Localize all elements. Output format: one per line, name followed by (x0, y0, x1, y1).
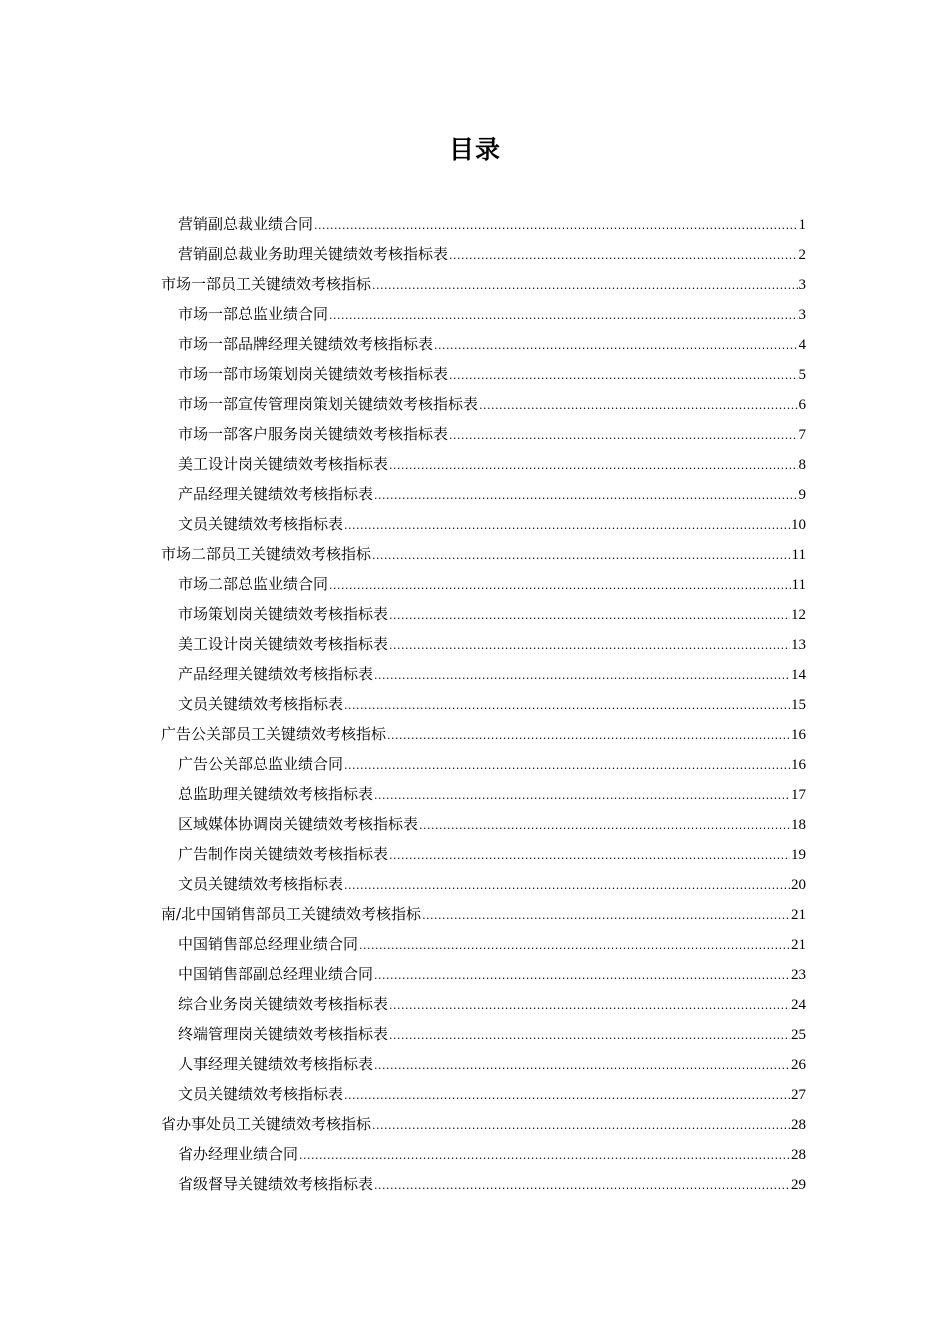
toc-entry[interactable] (161, 569, 806, 599)
toc-entry[interactable] (161, 959, 806, 989)
toc-entry[interactable] (161, 629, 806, 659)
toc-page-number: 17 (791, 787, 806, 803)
toc-page-number: 5 (798, 367, 806, 383)
toc-entry-label: 美工设计岗关键绩效考核指标表 (178, 455, 389, 473)
toc-page-number: 9 (798, 487, 806, 503)
toc-entry[interactable] (161, 749, 806, 779)
toc-entry-label: 中国销售部副总经理业绩合同 (178, 965, 374, 983)
toc-page-number: 16 (791, 727, 806, 743)
toc-entry-label: 市场二部员工关键绩效考核指标 (161, 545, 372, 563)
toc-entry-label: 产品经理关键绩效考核指标表 (178, 485, 374, 503)
toc-page-number: 10 (791, 517, 806, 533)
toc-dot-leader (344, 691, 790, 721)
toc-entry[interactable] (161, 239, 806, 269)
page-title: 目录 (448, 135, 501, 164)
toc-entry-label: 市场一部品牌经理关键绩效考核指标表 (178, 335, 434, 353)
toc-entry-label: 文员关键绩效考核指标表 (178, 875, 344, 893)
toc-section-entry[interactable] (161, 269, 806, 299)
toc-entry-label: 市场一部客户服务岗关键绩效考核指标表 (178, 425, 449, 443)
toc-page-number: 11 (791, 547, 806, 563)
toc-entry[interactable] (161, 1169, 806, 1199)
toc-dot-leader (374, 781, 790, 811)
toc-page-number: 25 (791, 1027, 806, 1043)
toc-page-number: 6 (798, 397, 806, 413)
toc-entry[interactable] (161, 509, 806, 539)
toc-entry-label: 区域媒体协调岗关键绩效考核指标表 (178, 815, 419, 833)
toc-page-number: 28 (791, 1147, 806, 1163)
toc-page-number: 8 (798, 457, 806, 473)
toc-page-number: 2 (798, 247, 806, 263)
toc-entry[interactable] (161, 449, 806, 479)
toc-page-number: 11 (791, 577, 806, 593)
toc-entry-label: 市场一部宣传管理岗策划关键绩效考核指标表 (178, 395, 479, 413)
toc-entry-label: 综合业务岗关键绩效考核指标表 (178, 995, 389, 1013)
toc-page-number: 18 (791, 817, 806, 833)
table-of-contents (161, 209, 806, 1199)
toc-entry-label: 广告制作岗关键绩效考核指标表 (178, 845, 389, 863)
toc-dot-leader (344, 751, 790, 781)
toc-dot-leader (374, 661, 790, 691)
toc-entry-label: 终端管理岗关键绩效考核指标表 (178, 1025, 389, 1043)
toc-page-number: 26 (791, 1057, 806, 1073)
toc-page-number: 24 (791, 997, 806, 1013)
toc-entry-label: 营销副总裁业务助理关键绩效考核指标表 (178, 245, 449, 263)
toc-dot-leader (479, 391, 797, 421)
toc-entry[interactable] (161, 1079, 806, 1109)
toc-entry-label: 省办经理业绩合同 (178, 1145, 299, 1163)
toc-page-number: 15 (791, 697, 806, 713)
toc-page-number: 3 (798, 277, 806, 293)
toc-page-number: 21 (791, 937, 806, 953)
toc-dot-leader (314, 211, 797, 241)
toc-dot-leader (374, 481, 797, 511)
toc-dot-leader (372, 541, 791, 571)
toc-section-entry[interactable] (161, 1109, 806, 1139)
toc-entry[interactable] (161, 299, 806, 329)
toc-entry-label: 省办事处员工关键绩效考核指标 (161, 1115, 372, 1133)
toc-entry-label: 人事经理关键绩效考核指标表 (178, 1055, 374, 1073)
toc-entry[interactable] (161, 839, 806, 869)
toc-dot-leader (389, 1021, 790, 1051)
toc-dot-leader (374, 961, 790, 991)
toc-entry[interactable] (161, 659, 806, 689)
toc-page-number: 20 (791, 877, 806, 893)
toc-page-number: 29 (791, 1177, 806, 1193)
toc-entry-label: 省级督导关键绩效考核指标表 (178, 1175, 374, 1193)
toc-dot-leader (389, 841, 790, 871)
toc-dot-leader (344, 1081, 790, 1111)
toc-entry-label: 市场一部员工关键绩效考核指标 (161, 275, 372, 293)
toc-page-number: 1 (798, 217, 806, 233)
toc-page-number: 16 (791, 757, 806, 773)
toc-entry-label: 总监助理关键绩效考核指标表 (178, 785, 374, 803)
toc-entry[interactable] (161, 1019, 806, 1049)
toc-entry-label: 文员关键绩效考核指标表 (178, 515, 344, 533)
toc-entry[interactable] (161, 989, 806, 1019)
toc-entry[interactable] (161, 1049, 806, 1079)
toc-dot-leader (389, 451, 797, 481)
toc-entry[interactable] (161, 479, 806, 509)
toc-page-number: 23 (791, 967, 806, 983)
toc-entry[interactable] (161, 929, 806, 959)
toc-dot-leader (344, 871, 790, 901)
toc-entry[interactable] (161, 329, 806, 359)
toc-dot-leader (372, 1111, 790, 1141)
toc-dot-leader (389, 631, 790, 661)
toc-entry-label: 美工设计岗关键绩效考核指标表 (178, 635, 389, 653)
toc-page-number: 14 (791, 667, 806, 683)
toc-page-number: 12 (791, 607, 806, 623)
toc-dot-leader (449, 241, 797, 271)
toc-dot-leader (374, 1171, 790, 1201)
toc-page-number: 13 (791, 637, 806, 653)
toc-page-number: 28 (791, 1117, 806, 1133)
toc-dot-leader (359, 931, 790, 961)
toc-page-number: 21 (791, 907, 806, 923)
toc-entry-label: 产品经理关键绩效考核指标表 (178, 665, 374, 683)
toc-dot-leader (434, 331, 797, 361)
toc-dot-leader (299, 1141, 790, 1171)
toc-entry[interactable] (161, 209, 806, 239)
toc-entry-label: 南/北中国销售部员工关键绩效考核指标 (161, 905, 422, 923)
toc-dot-leader (329, 301, 797, 331)
toc-page-number: 3 (798, 307, 806, 323)
toc-dot-leader (374, 1051, 790, 1081)
toc-entry[interactable] (161, 689, 806, 719)
toc-section-entry[interactable] (161, 899, 806, 929)
toc-entry-label: 广告公关部员工关键绩效考核指标 (161, 725, 387, 743)
toc-page-number: 19 (791, 847, 806, 863)
toc-entry-label: 文员关键绩效考核指标表 (178, 695, 344, 713)
toc-entry-label: 文员关键绩效考核指标表 (178, 1085, 344, 1103)
toc-entry-label: 市场二部总监业绩合同 (178, 575, 329, 593)
toc-page-number: 7 (798, 427, 806, 443)
toc-page-number: 27 (791, 1087, 806, 1103)
toc-entry-label: 市场一部总监业绩合同 (178, 305, 329, 323)
toc-page-number: 4 (798, 337, 806, 353)
toc-section-entry[interactable] (161, 719, 806, 749)
toc-entry-label: 中国销售部总经理业绩合同 (178, 935, 359, 953)
toc-dot-leader (449, 361, 797, 391)
toc-dot-leader (449, 421, 797, 451)
toc-entry-label: 市场一部市场策划岗关键绩效考核指标表 (178, 365, 449, 383)
toc-entry[interactable] (161, 419, 806, 449)
toc-section-entry[interactable] (161, 539, 806, 569)
toc-entry[interactable] (161, 1139, 806, 1169)
toc-dot-leader (344, 511, 790, 541)
toc-dot-leader (389, 991, 790, 1021)
toc-dot-leader (419, 811, 790, 841)
toc-entry-label: 市场策划岗关键绩效考核指标表 (178, 605, 389, 623)
toc-dot-leader (372, 271, 797, 301)
toc-entry[interactable] (161, 809, 806, 839)
toc-entry[interactable] (161, 389, 806, 419)
toc-dot-leader (329, 571, 791, 601)
toc-entry-label: 营销副总裁业绩合同 (178, 215, 314, 233)
toc-dot-leader (422, 901, 790, 931)
toc-dot-leader (387, 721, 790, 751)
toc-entry[interactable] (161, 599, 806, 629)
toc-entry-label: 广告公关部总监业绩合同 (178, 755, 344, 773)
toc-entry[interactable] (161, 359, 806, 389)
toc-entry[interactable] (161, 869, 806, 899)
toc-dot-leader (389, 601, 790, 631)
toc-entry[interactable] (161, 779, 806, 809)
